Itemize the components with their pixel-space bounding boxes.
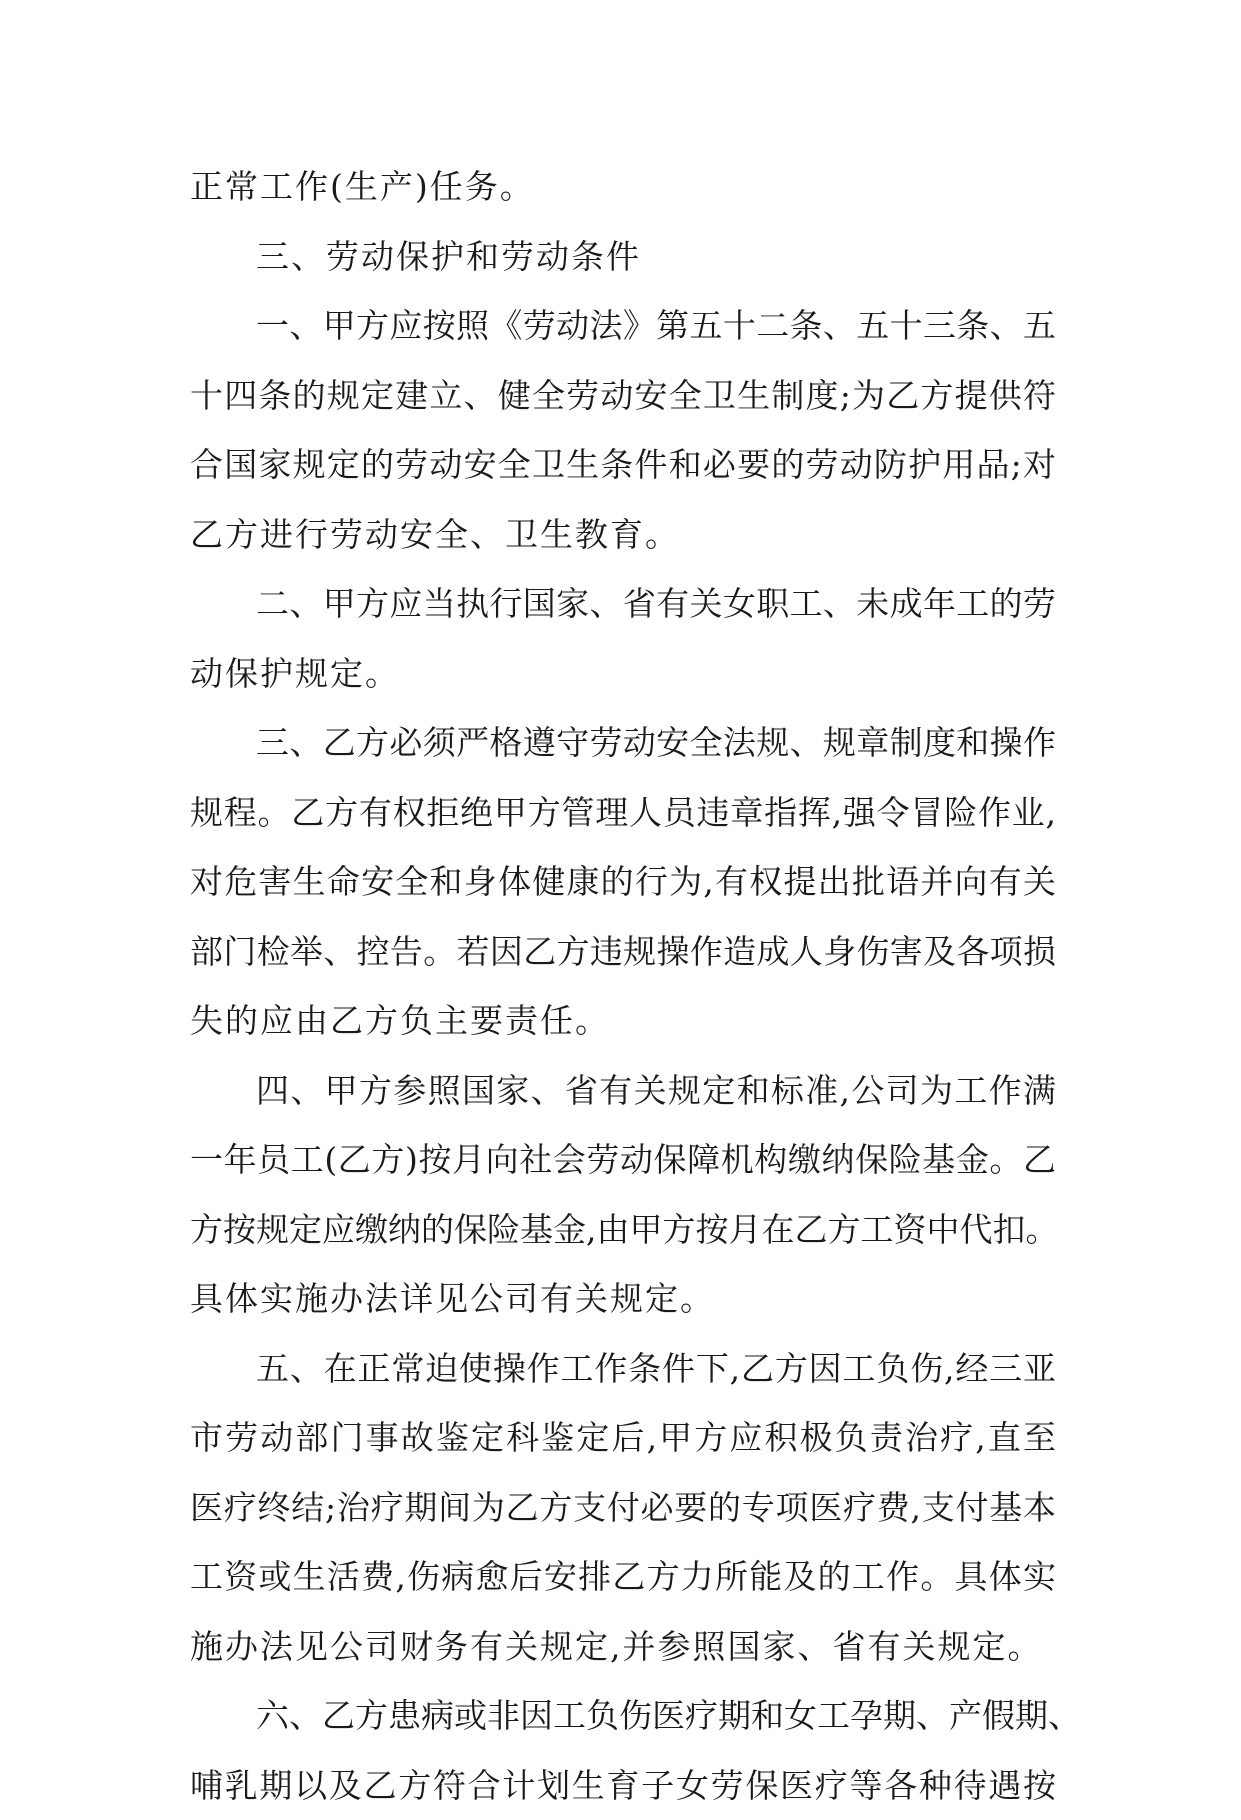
text-line: 正常工作(生产)任务。 (190, 152, 1056, 222)
text-line: 三、乙方必须严格遵守劳动安全法规、规章制度和操作 (190, 708, 1056, 778)
text-line: 失的应由乙方负主要责任。 (190, 986, 1056, 1056)
text-line: 具体实施办法详见公司有关规定。 (190, 1264, 1056, 1334)
text-line: 对危害生命安全和身体健康的行为,有权提出批语并向有关 (190, 847, 1056, 917)
text-line: 工资或生活费,伤病愈后安排乙方力所能及的工作。具体实 (190, 1542, 1056, 1612)
section-heading: 三、劳动保护和劳动条件 (190, 222, 1056, 292)
text-line: 一年员工(乙方)按月向社会劳动保障机构缴纳保险基金。乙 (190, 1125, 1056, 1195)
text-line: 医疗终结;治疗期间为乙方支付必要的专项医疗费,支付基本 (190, 1473, 1056, 1543)
text-line: 哺乳期以及乙方符合计划生育子女劳保医疗等各种待遇按 (190, 1751, 1056, 1820)
text-line: 十四条的规定建立、健全劳动安全卫生制度;为乙方提供符 (190, 361, 1056, 431)
text-line: 规程。乙方有权拒绝甲方管理人员违章指挥,强令冒险作业, (190, 778, 1056, 848)
text-line: 施办法见公司财务有关规定,并参照国家、省有关规定。 (190, 1612, 1056, 1682)
text-line: 动保护规定。 (190, 639, 1056, 709)
text-line: 乙方进行劳动安全、卫生教育。 (190, 500, 1056, 570)
text-line: 五、在正常迫使操作工作条件下,乙方因工负伤,经三亚 (190, 1334, 1056, 1404)
text-line: 部门检举、控告。若因乙方违规操作造成人身伤害及各项损 (190, 917, 1056, 987)
text-line: 方按规定应缴纳的保险基金,由甲方按月在乙方工资中代扣。 (190, 1195, 1056, 1265)
text-line: 二、甲方应当执行国家、省有关女职工、未成年工的劳 (190, 569, 1056, 639)
document-body (190, 152, 1056, 1820)
text-line: 市劳动部门事故鉴定科鉴定后,甲方应积极负责治疗,直至 (190, 1403, 1056, 1473)
text-line: 六、乙方患病或非因工负伤医疗期和女工孕期、产假期、 (190, 1681, 1056, 1751)
text-line: 一、甲方应按照《劳动法》第五十二条、五十三条、五 (190, 291, 1056, 361)
text-line: 合国家规定的劳动安全卫生条件和必要的劳动防护用品;对 (190, 430, 1056, 500)
text-line: 四、甲方参照国家、省有关规定和标准,公司为工作满 (190, 1056, 1056, 1126)
